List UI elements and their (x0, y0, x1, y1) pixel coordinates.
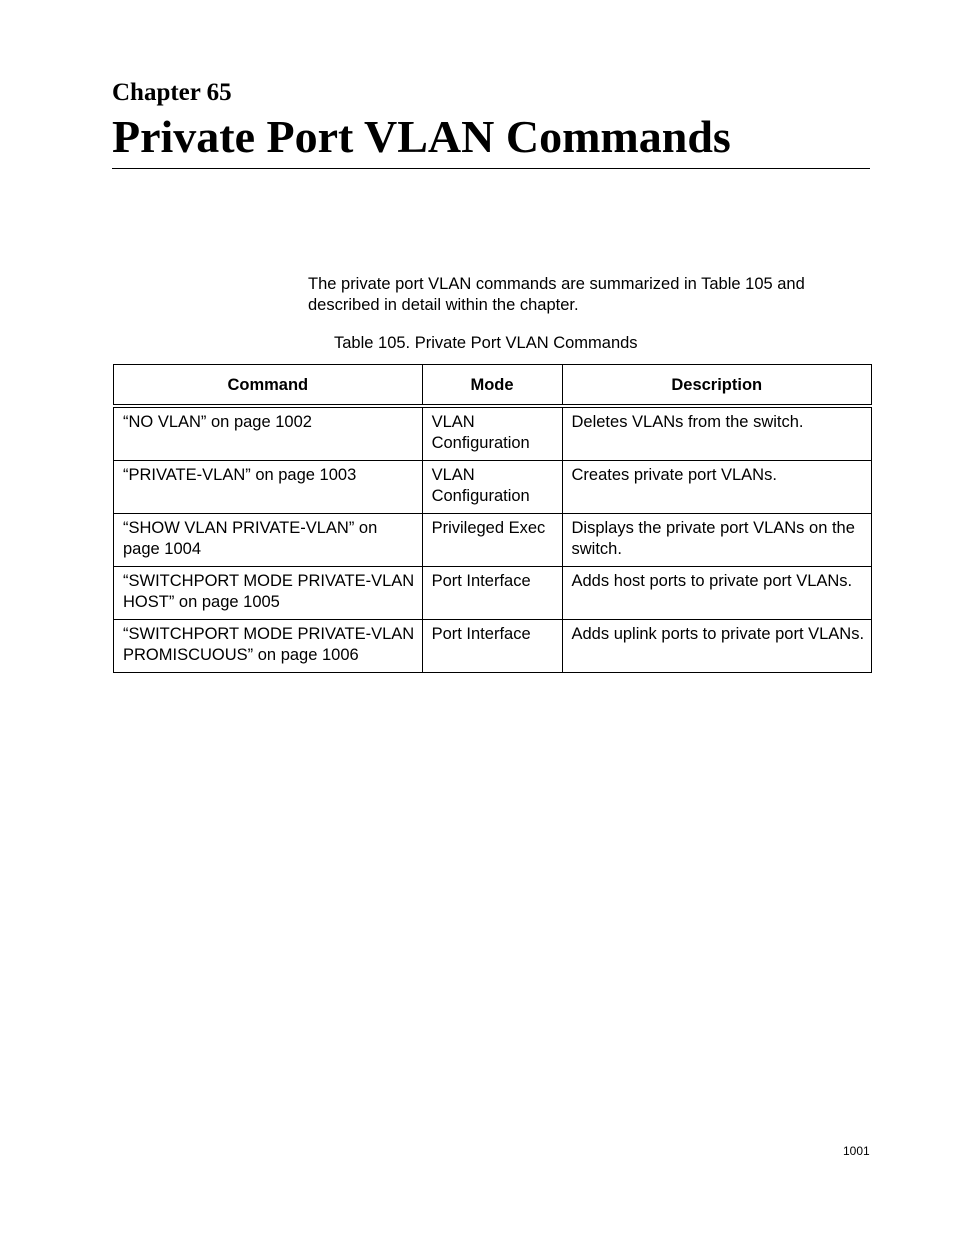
command-link[interactable]: “SHOW VLAN PRIVATE-VLAN” on page 1004 (114, 514, 423, 567)
column-header-description: Description (562, 365, 872, 407)
table-row (114, 620, 872, 673)
table-caption: Table 105. Private Port VLAN Commands (334, 334, 638, 352)
mode-cell: Port Interface (422, 620, 562, 673)
command-link[interactable]: “PRIVATE-VLAN” on page 1003 (114, 461, 423, 514)
description-cell: Deletes VLANs from the switch. (562, 406, 872, 461)
table-row (114, 514, 872, 567)
commands-table (113, 364, 872, 673)
table-row (114, 406, 872, 461)
mode-cell: VLAN Configuration (422, 406, 562, 461)
mode-cell: Privileged Exec (422, 514, 562, 567)
mode-cell: VLAN Configuration (422, 461, 562, 514)
description-cell: Adds host ports to private port VLANs. (562, 567, 872, 620)
table-row (114, 461, 872, 514)
page-number: 1001 (843, 1144, 870, 1158)
command-link[interactable]: “SWITCHPORT MODE PRIVATE-VLAN PROMISCUOUS” on page 1006 (114, 620, 423, 673)
title-divider (112, 168, 870, 169)
description-cell: Adds uplink ports to private port VLANs. (562, 620, 872, 673)
chapter-title: Private Port VLAN Commands (112, 111, 731, 162)
intro-paragraph: The private port VLAN commands are summarized in Table 105 and described in detail within the chapter. (308, 275, 805, 314)
command-link[interactable]: “NO VLAN” on page 1002 (114, 406, 423, 461)
description-cell: Displays the private port VLANs on the switch. (562, 514, 872, 567)
mode-cell: Port Interface (422, 567, 562, 620)
column-header-mode: Mode (422, 365, 562, 407)
description-cell: Creates private port VLANs. (562, 461, 872, 514)
command-link[interactable]: “SWITCHPORT MODE PRIVATE-VLAN HOST” on page 1005 (114, 567, 423, 620)
table-row (114, 567, 872, 620)
column-header-command: Command (114, 365, 423, 407)
table-header-row (114, 365, 872, 407)
chapter-label: Chapter 65 (112, 79, 232, 106)
